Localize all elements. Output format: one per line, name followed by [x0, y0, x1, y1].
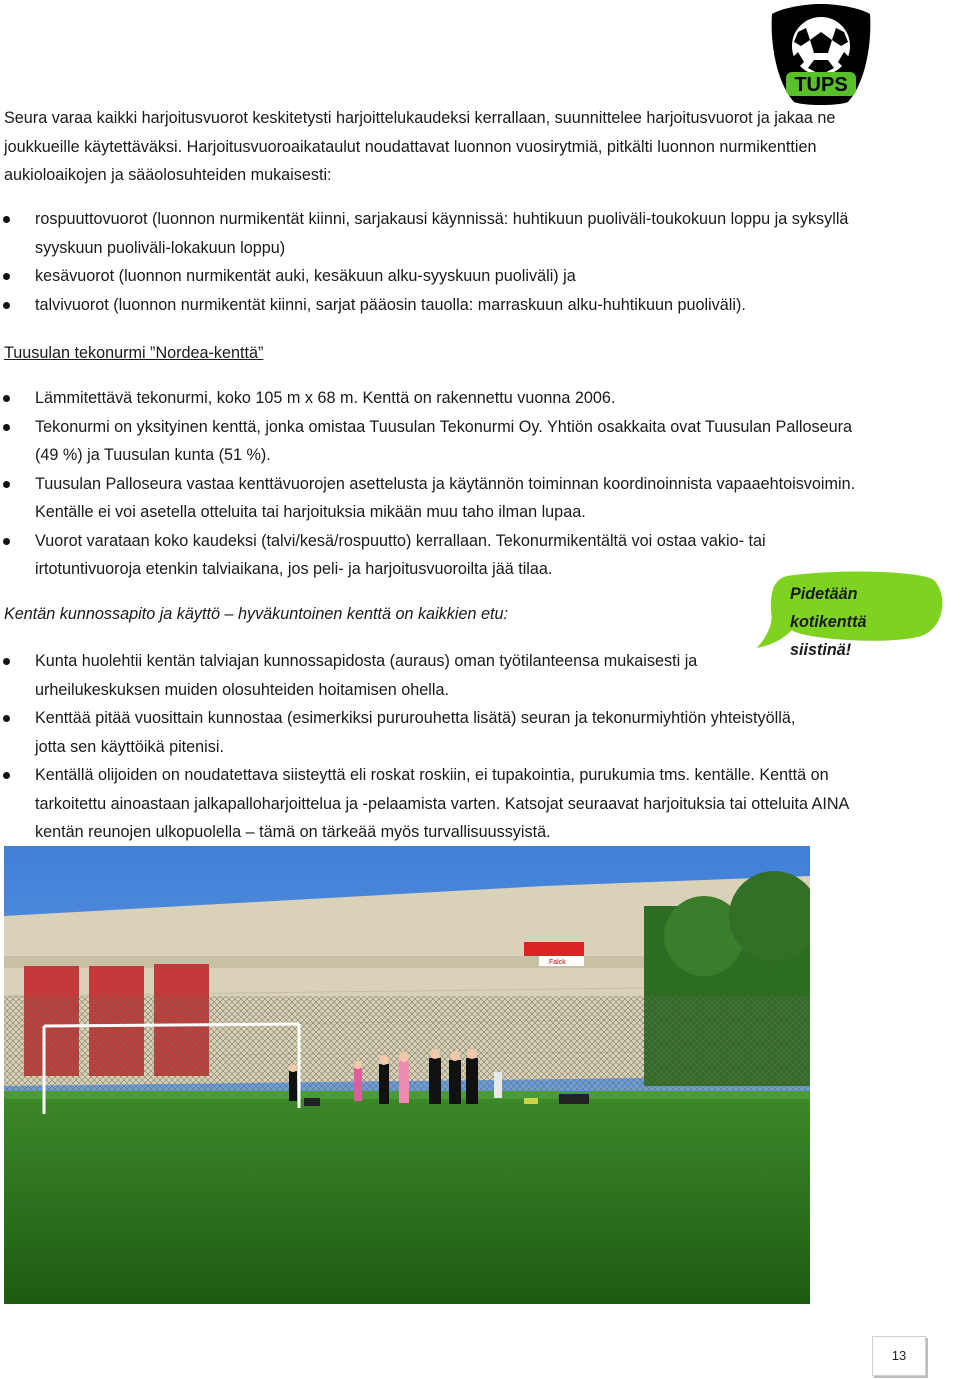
- field-photo: [4, 846, 810, 1304]
- tups-logo: [768, 2, 874, 106]
- logo-text: TUPS: [794, 74, 848, 96]
- list-item: Kentällä olijoiden on noudatettava siisteyttä eli roskat roskiin, ei tupakointia, purukumia tms. kentälle. Kenttä on tarkoitettu ainoastaan jalkapalloharjoittelua ja -pelaamista varten. Katsojat seuraavat harjoituksia tai otteluita AINA kentän reunojen ulkopuolella – tämä on tärkeää myös turvallisuussyistä.: [0, 761, 870, 847]
- list-item: rospuuttovuorot (luonnon nurmikentät kiinni, sarjakausi käynnissä: huhtikuun puoliväli-toukokuun loppu ja syksyllä syyskuun puoliväli-lokakuun loppu): [0, 205, 850, 262]
- list-item: Kunta huolehtii kentän talviajan kunnossapidosta (auraus) oman työtilanteensa mukaisesti ja urheilukeskuksen muiden olosuhteiden hoitamisen ohella.: [0, 647, 870, 704]
- page-number: 13: [872, 1336, 926, 1376]
- list-item: Vuorot varataan koko kaudeksi (talvi/kesä/rospuutto) kerrallaan. Tekonurmikentältä voi ostaa vakio- tai irtotuntivuoroja etenkin talviaikana, jos peli- ja harjoitusvuoroilta jää tilaa.: [0, 527, 870, 584]
- bubble-line: Pidetään: [790, 585, 858, 603]
- bubble-line: kotikenttä: [790, 613, 867, 631]
- list-item: kesävuorot (luonnon nurmikentät auki, kesäkuun alku-syyskuun puoliväli) ja: [0, 262, 850, 291]
- list-item: Kenttää pitää vuosittain kunnostaa (esimerkiksi pururouhetta lisätä) seuran ja tekonurmiyhtiön yhteistyöllä, jotta sen käyttöikä pitenisi.: [0, 704, 870, 761]
- maintenance-list: [0, 647, 870, 847]
- intro-paragraph: Seura varaa kaikki harjoitusvuorot keskitetysti harjoittelukaudeksi kerrallaan, suunnittelee harjoitusvuorot ja jakaa ne joukkueille käytettäväksi. Harjoitusvuoroaikataulut noudattavat luonnon vuosirytmiä, pitkälti luonnon nurmikenttien aukioloaikojen ja sääolosuhteiden mukaisesti:: [4, 109, 836, 184]
- list-item: Tuusulan Palloseura vastaa kenttävuorojen asettelusta ja käytännön toiminnan koordinoinnista vapaaehtoisvoimin. Kentälle ei voi asetella otteluita tai harjoituksia mikään muu taho ilman lupaa.: [0, 470, 870, 527]
- list-item: Tekonurmi on yksityinen kenttä, jonka omistaa Tuusulan Tekonurmi Oy. Yhtiön osakkaita ovat Tuusulan Palloseura (49 %) ja Tuusulan kunta (51 %).: [0, 413, 870, 470]
- list-item: Lämmitettävä tekonurmi, koko 105 m x 68 m. Kenttä on rakennettu vuonna 2006.: [0, 384, 870, 413]
- field-heading: Tuusulan tekonurmi ”Nordea-kenttä”: [4, 344, 264, 362]
- list-item: talvivuorot (luonnon nurmikentät kiinni, sarjat pääosin tauolla: marraskuun alku-huhtikuun puoliväli).: [0, 291, 850, 320]
- maintenance-heading: Kentän kunnossapito ja käyttö – hyväkuntoinen kenttä on kaikkien etu:: [4, 605, 508, 623]
- building-sign: Falck: [549, 959, 566, 966]
- bubble-line: siistinä!: [790, 641, 852, 659]
- season-list: [0, 205, 850, 319]
- field-info-list: [0, 384, 870, 584]
